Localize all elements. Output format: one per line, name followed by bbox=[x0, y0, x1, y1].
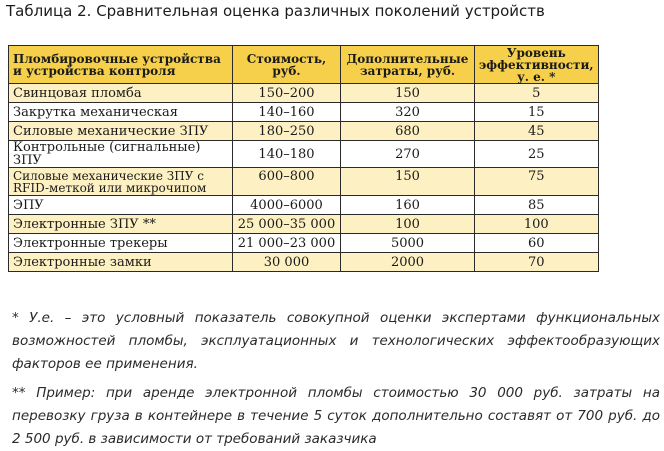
table-row bbox=[9, 103, 599, 122]
cell-device: Контрольные (сигнальные) ЗПУ bbox=[9, 141, 233, 168]
header-extra-costs: Дополнительные затраты, руб. bbox=[341, 46, 475, 84]
table-row bbox=[9, 141, 599, 168]
cell-efficiency: 15 bbox=[475, 103, 599, 122]
cell-device: Закрутка механическая bbox=[9, 103, 233, 122]
cell-cost: 180–250 bbox=[233, 122, 341, 141]
cell-efficiency: 75 bbox=[475, 168, 599, 196]
table-row bbox=[9, 196, 599, 215]
header-cost: Стоимость, руб. bbox=[233, 46, 341, 84]
cell-cost: 140–160 bbox=[233, 103, 341, 122]
comparison-table bbox=[8, 45, 599, 272]
cell-cost: 600–800 bbox=[233, 168, 341, 196]
cell-efficiency: 70 bbox=[475, 253, 599, 272]
table-row bbox=[9, 122, 599, 141]
cell-extra: 150 bbox=[341, 168, 475, 196]
cell-efficiency: 5 bbox=[475, 84, 599, 103]
cell-extra: 270 bbox=[341, 141, 475, 168]
cell-device: Силовые механические ЗПУ с RFID-меткой или микрочипом bbox=[9, 168, 233, 196]
cell-efficiency: 60 bbox=[475, 234, 599, 253]
cell-cost: 25 000–35 000 bbox=[233, 215, 341, 234]
footnote-units: * У.е. – это условный показатель совокупной оценки экспертами функциональных возможностей пломбы, эксплуатационных и технологических эффектообразующих факторов ее применения. bbox=[12, 310, 660, 372]
cell-cost: 21 000–23 000 bbox=[233, 234, 341, 253]
cell-device: Электронные замки bbox=[9, 253, 233, 272]
cell-device: Электронные ЗПУ ** bbox=[9, 215, 233, 234]
cell-device: Свинцовая пломба bbox=[9, 84, 233, 103]
table-row bbox=[9, 234, 599, 253]
table-row bbox=[9, 253, 599, 272]
cell-extra: 150 bbox=[341, 84, 475, 103]
header-devices: Пломбировочные устройства и устройства контроля bbox=[9, 46, 233, 84]
cell-extra: 680 bbox=[341, 122, 475, 141]
header-efficiency: Уровень эффективности, у. е. * bbox=[475, 46, 599, 84]
cell-extra: 100 bbox=[341, 215, 475, 234]
table-row bbox=[9, 84, 599, 103]
table-row bbox=[9, 215, 599, 234]
cell-extra: 320 bbox=[341, 103, 475, 122]
table-row bbox=[9, 168, 599, 196]
cell-cost: 4000–6000 bbox=[233, 196, 341, 215]
cell-device: Силовые механические ЗПУ bbox=[9, 122, 233, 141]
cell-efficiency: 45 bbox=[475, 122, 599, 141]
cell-efficiency: 85 bbox=[475, 196, 599, 215]
cell-efficiency: 100 bbox=[475, 215, 599, 234]
cell-extra: 5000 bbox=[341, 234, 475, 253]
cell-device: Электронные трекеры bbox=[9, 234, 233, 253]
cell-efficiency: 25 bbox=[475, 141, 599, 168]
footnote-example: ** Пример: при аренде электронной пломбы стоимостью 30 000 руб. затраты на перевозку груза в контейнере в течение 5 суток дополнительно составят от 700 руб. до 2 500 руб. в зависимости от требований заказчика bbox=[12, 385, 660, 447]
cell-extra: 2000 bbox=[341, 253, 475, 272]
cell-cost: 30 000 bbox=[233, 253, 341, 272]
table-title: Таблица 2. Сравнительная оценка различных поколений устройств bbox=[6, 2, 545, 20]
table-header-row bbox=[9, 46, 599, 84]
cell-device: ЭПУ bbox=[9, 196, 233, 215]
cell-cost: 140–180 bbox=[233, 141, 341, 168]
cell-cost: 150–200 bbox=[233, 84, 341, 103]
cell-extra: 160 bbox=[341, 196, 475, 215]
